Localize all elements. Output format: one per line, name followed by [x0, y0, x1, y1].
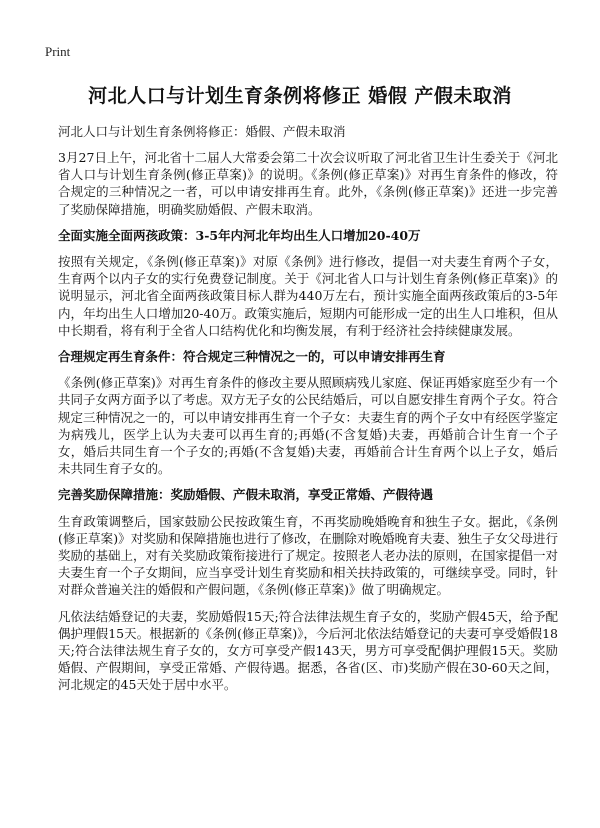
section-paragraph: 凡依法结婚登记的夫妻，奖励婚假15天;符合法律法规生育子女的，奖励产假45天，给予配偶护理假15天。根据新的《条例(修正草案)》，今后河北依法结婚登记的夫妻可享受婚假18天;符合法律法规生育子女的，女方可享受产假143天，男方可享受配偶护理假15天。奖励婚假、产假期间，享受正常婚、产假待遇。据悉，各省(区、市)奖励产假在30-60天之间，河北规定的45天处于居中水平。	[58, 608, 558, 693]
section-heading-two-child-policy: 全面实施全面两孩政策：3-5年内河北年均出生人口增加20-40万	[58, 227, 421, 243]
section-heading-rebirth-conditions: 合理规定再生育条件：符合规定三种情况之一的，可以申请安排再生育	[58, 349, 446, 365]
article-title: 河北人口与计划生育条例将修正 婚假 产假未取消	[88, 85, 512, 107]
section-paragraph: 按照有关规定，《条例(修正草案)》对原《条例》进行修改，提倡一对夫妻生育两个子女，生育两个以内子女的实行免费登记制度。关于《河北省人口与计划生育条例(修正草案)》的说明显示，河北省全面两孩政策目标人群为440万左右，预计实施全面两孩政策后的3-5年内，年均出生人口增加20-40万。政策实施后，短期内可能形成一定的出生人口堆积，但从中长期看，将有利于全省人口结构优化和均衡发展，有利于经济社会持续健康发展。	[58, 254, 558, 338]
print-link[interactable]: Print	[45, 44, 71, 59]
article-subtitle: 河北人口与计划生育条例将修正：婚假、产假未取消	[58, 124, 346, 139]
article-body	[58, 149, 558, 703]
section-heading-incentive-measures: 完善奖励保障措施：奖励婚假、产假未取消，享受正常婚、产假待遇	[58, 487, 434, 503]
intro-paragraph: 3月27日上午，河北省十二届人大常委会第二十次会议听取了河北省卫生计生委关于《河北省人口与计划生育条例(修正草案)》的说明。《条例(修正草案)》对再生育条件的修改，符合规定的三种情况之一者，可以申请安排再生育。此外，《条例(修正草案)》还进一步完善了奖励保障措施，明确奖励婚假、产假未取消。	[58, 150, 558, 217]
section-paragraph: 生育政策调整后，国家鼓励公民按政策生育，不再奖励晚婚晚育和独生子女。据此，《条例(修正草案)》对奖励和保障措施也进行了修改，在删除对晚婚晚育夫妻、独生子女父母进行奖励的基础上，对有关奖励政策衔接进行了规定。按照老人老办法的原则，在国家提倡一对夫妻生育一个子女期间，应当享受计划生育奖励和相关扶持政策的，可继续享受。同时，针对群众普遍关注的婚假和产假问题，《条例(修正草案)》做了明确规定。	[58, 513, 559, 598]
section-paragraph: 《条例(修正草案)》对再生育条件的修改主要从照顾病残儿家庭、保证再婚家庭至少有一个共同子女两方面予以了考虑。双方无子女的公民结婚后，可以自愿安排生育两个子女。符合规定三种情况之一的，可以申请安排再生育一个子女：夫妻生育的两个子女中有经医学鉴定为病残儿，医学上认为夫妻可以再生育的;再婚(不含复婚)夫妻，再婚前合计生育一个子女，婚后共同生育一个子女的;再婚(不含复婚)夫妻，再婚前合计生育两个以上子女，婚后未共同生育子女的。	[58, 375, 559, 477]
